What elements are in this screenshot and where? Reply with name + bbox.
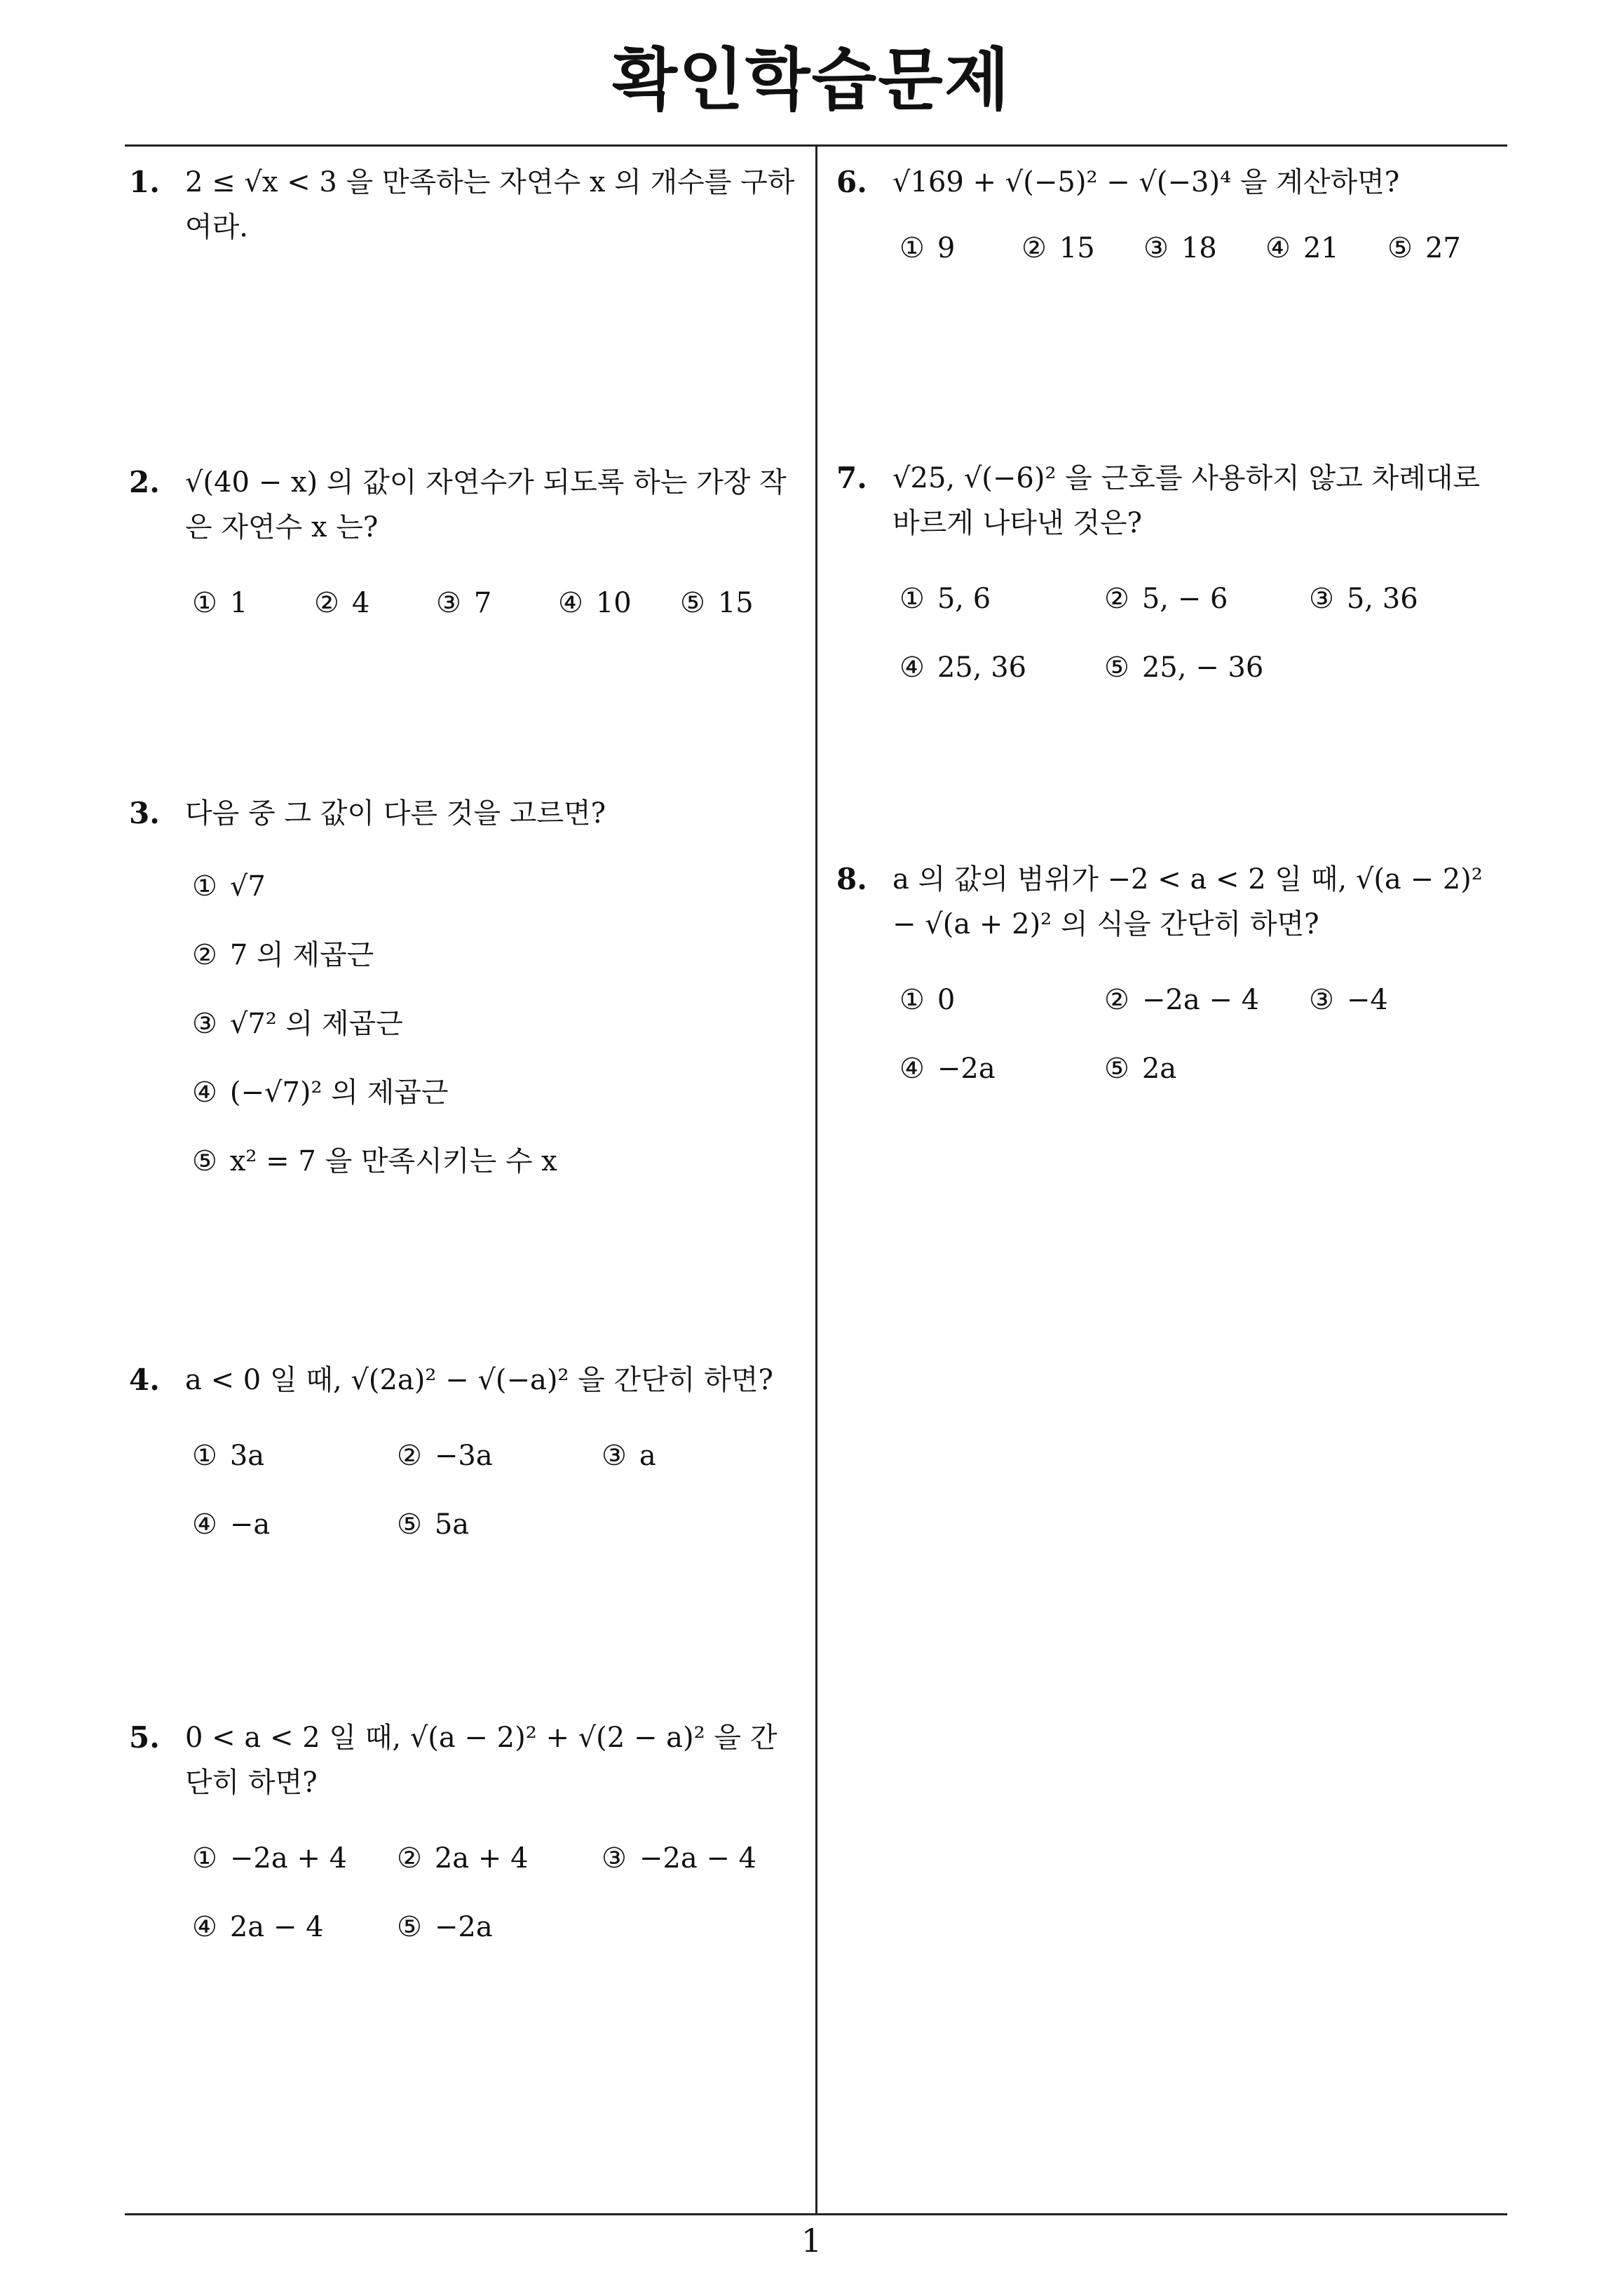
option-2[interactable]: ② 5, − 6	[1104, 583, 1228, 615]
problem-text: a 의 값의 범위가 −2 < a < 2 일 때, √(a − 2)² − √(a + 2)² 의 식을 간단히 하면?	[892, 863, 1483, 940]
problem-8	[836, 857, 1509, 1091]
option-3[interactable]: ③ −4	[1309, 984, 1388, 1016]
option-1[interactable]: ① 3a	[192, 1440, 265, 1472]
option-3[interactable]: ③ 5, 36	[1309, 583, 1418, 615]
problem-5	[129, 1715, 802, 1950]
problem-number: 7.	[836, 461, 867, 495]
answer-options	[899, 226, 1509, 271]
answer-options	[192, 581, 802, 626]
option-3[interactable]: ③ 18	[1143, 232, 1217, 264]
option-2[interactable]: ② 2a + 4	[397, 1842, 529, 1875]
problem-1	[129, 160, 802, 250]
option-5[interactable]: ⑤ x² = 7 을 만족시키는 수 x	[192, 1145, 557, 1177]
option-2[interactable]: ② −2a − 4	[1104, 984, 1260, 1016]
problem-number: 3.	[129, 796, 160, 830]
problem-number: 2.	[129, 465, 160, 499]
option-5[interactable]: ⑤ 27	[1387, 232, 1461, 264]
problem-number: 6.	[836, 165, 867, 199]
option-3[interactable]: ③ −2a − 4	[602, 1842, 757, 1875]
page-title: 확인학습문제	[612, 41, 1011, 119]
option-2[interactable]: ② −3a	[397, 1440, 493, 1472]
option-3[interactable]: ③ a	[602, 1440, 656, 1472]
option-1[interactable]: ① 9	[899, 232, 956, 264]
problem-number: 4.	[129, 1363, 160, 1397]
option-2[interactable]: ② 4	[314, 587, 370, 619]
option-1[interactable]: ① −2a + 4	[192, 1842, 348, 1875]
problem-text: 다음 중 그 값이 다른 것을 고르면?	[185, 797, 606, 830]
problem-text: 2 ≤ √x < 3 을 만족하는 자연수 x 의 개수를 구하여라.	[185, 166, 795, 243]
option-5[interactable]: ⑤ 2a	[1104, 1053, 1177, 1085]
option-5[interactable]: ⑤ 25, − 36	[1104, 651, 1264, 684]
option-1[interactable]: ① 0	[899, 984, 956, 1016]
problem-number: 1.	[129, 165, 160, 199]
option-1[interactable]: ① √7	[192, 870, 266, 903]
option-3[interactable]: ③ 7	[436, 587, 492, 619]
option-4[interactable]: ④ −2a	[899, 1053, 996, 1085]
option-5[interactable]: ⑤ 15	[680, 587, 754, 619]
problem-6	[836, 160, 1509, 271]
column-divider	[815, 145, 817, 2214]
problem-2	[129, 460, 802, 626]
problem-text: √169 + √(−5)² − √(−3)⁴ 을 계산하면?	[892, 166, 1400, 198]
option-2[interactable]: ② 15	[1021, 232, 1095, 264]
problem-text: √(40 − x) 의 값이 자연수가 되도록 하는 가장 작은 자연수 x 는?	[185, 466, 787, 543]
bottom-rule	[125, 2213, 1507, 2215]
answer-options	[899, 576, 1509, 690]
option-1[interactable]: ① 1	[192, 587, 248, 619]
option-5[interactable]: ⑤ −2a	[397, 1911, 493, 1943]
problem-7	[836, 456, 1509, 690]
option-4[interactable]: ④ (−√7)² 의 제곱근	[192, 1076, 449, 1109]
option-4[interactable]: ④ 25, 36	[899, 651, 1027, 684]
option-4[interactable]: ④ 21	[1265, 232, 1339, 264]
problem-4	[129, 1358, 802, 1547]
problem-number: 5.	[129, 1720, 160, 1755]
problem-text: 0 < a < 2 일 때, √(a − 2)² + √(2 − a)² 을 간단히 하면?	[185, 1722, 777, 1799]
answer-options	[192, 1433, 802, 1547]
option-4[interactable]: ④ 2a − 4	[192, 1911, 324, 1943]
option-4[interactable]: ④ −a	[192, 1508, 271, 1541]
problem-text: a < 0 일 때, √(2a)² − √(−a)² 을 간단히 하면?	[185, 1364, 773, 1396]
option-4[interactable]: ④ 10	[558, 587, 632, 619]
answer-options	[192, 864, 802, 1184]
problem-3	[129, 791, 802, 1208]
answer-options	[192, 1836, 802, 1950]
option-1[interactable]: ① 5, 6	[899, 583, 991, 615]
page-number: 1	[801, 2222, 822, 2260]
option-3[interactable]: ③ √7² 의 제곱근	[192, 1008, 403, 1040]
option-2[interactable]: ② 7 의 제곱근	[192, 939, 374, 971]
problem-text: √25, √(−6)² 을 근호를 사용하지 않고 차례대로 바르게 나타낸 것은?	[892, 462, 1481, 539]
problem-number: 8.	[836, 862, 867, 896]
answer-options	[899, 978, 1509, 1091]
option-5[interactable]: ⑤ 5a	[397, 1508, 470, 1541]
